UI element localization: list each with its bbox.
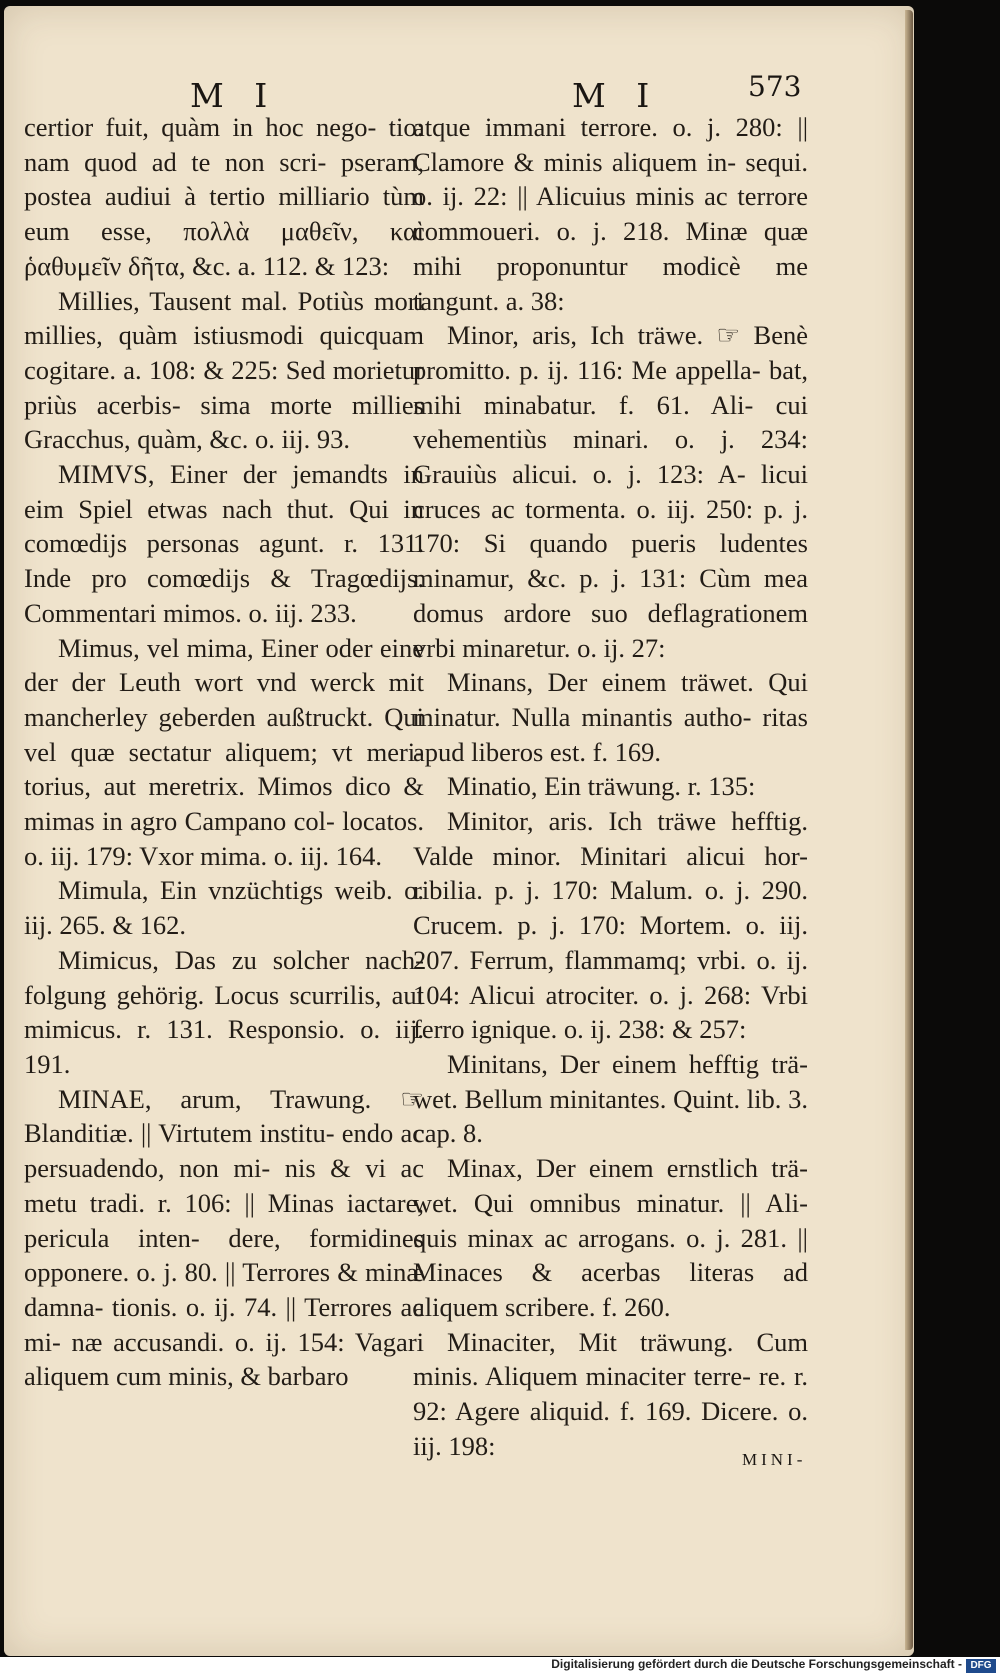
entry-minaciter: Minaciter, Mit träwung. Cum minis. Aliquem minaciter terre- re. r. 92: Agere aliquid. f. 169. Dicere. o. iij. 198:	[413, 1326, 808, 1461]
footer-bar	[0, 1657, 1000, 1676]
right-column	[413, 110, 808, 1463]
left-column	[24, 110, 424, 1394]
entry-paragraph: certior fuit, quàm in hoc nego- tio: nam quod ad te non scri- pseram, postea audiui à tertio milliario tùm eum esse, πολλὰ μαθεῖν, καὶ ῥαθυμεῖν δῆτα, &c. a. 112. & 123:	[24, 112, 424, 281]
entry-mimus: Mimus, vel mima, Einer oder eine der der Leuth wort vnd werck mit mancherley geberden außtruckt. Qui vel quæ sectatur aliquem; vt meri- torius, aut meretrix. Mimos dico & mimas in agro Campano col- locatos. o. iij. 179: Vxor mima. o. iij. 164.	[24, 632, 424, 871]
entry-minae: MINAE, arum, Trawung. ☞ Blanditiæ. || Virtutem institu- endo ac persuadendo, non mi- nis & vi ac metu tradi. r. 106: || Minas iactare, pericula inten- dere, formidines opponere. o. j. 80. || Terrores & minæ damna- tionis. o. ij. 74. || Terrores ac mi- næ accusandi. o. ij. 154: Vagari aliquem cum minis, & barbaro	[24, 1083, 424, 1392]
entry-minor: Minor, aris, Ich träwe. ☞ Benè promitto. p. ij. 116: Me appella- bat, mihi minabatur. f. 61. Ali- cui vehementiùs minari. o. j. 234: Grauiùs alicui. o. j. 123: A- licui cruces ac tormenta. o. iij. 250: p. j. 170: Si quando pueris ludentes minamur, &c. p. j. 131: Cùm mea domus ardore suo deflagrationem vrbi minaretur. o. ij. 27:	[413, 320, 808, 663]
entry-minitans: Minitans, Der einem hefftig trä- wet. Bellum minitantes. Quint. lib. 3. cap. 8.	[413, 1048, 808, 1149]
entry-mimus-heading: MIMVS, Einer der jemandts in eim Spiel etwas nach thut. Qui in comœdijs personas agunt. r. 131. Inde pro comœdijs & Tragœdijs. Commentari mimos. o. iij. 233.	[24, 459, 424, 628]
entry-minans: Minans, Der einem träwet. Qui minatur. Nulla minantis autho- ritas apud liberos est. f. 169.	[413, 667, 808, 767]
entry-continuation: atque immani terrore. o. j. 280: || Clamore & minis aliquem in- sequi. o. ij. 22: || Alicuius minis ac terrore commoueri. o. j. 218. Minæ quæ mihi proponuntur modicè me tangunt. a. 38:	[413, 112, 808, 316]
catchword: MINI-	[742, 1450, 807, 1469]
entry-minitor: Minitor, aris. Ich träwe hefftig. Valde minor. Minitari alicui hor- ribilia. p. j. 170: Malum. o. j. 290. Crucem. p. j. 170: Mortem. o. iij. 207. Ferrum, flammamq; vrbi. o. ij. 104: Alicui atrociter. o. j. 268: Vrbi ferro ignique. o. ij. 238: & 257:	[413, 806, 808, 1045]
entry-mimicus: Mimicus, Das zu solcher nach- folgung gehörig. Locus scurrilis, aut mimicus. r. 131. Responsio. o. iij. 191.	[24, 944, 424, 1079]
entry-minatio: Minatio, Ein träwung. r. 135:	[447, 771, 756, 802]
entry-mimula: Mimula, Ein vnzüchtigs weib. o. iij. 265. & 162.	[24, 875, 424, 941]
entry-millies: Millies, Tausent mal. Potiùs mori millies, quàm istiusmodi quicquam cogitare. a. 108: & 225: Sed morietur priùs acerbis- sima morte millies Gracchus, quàm, &c. o. iij. 93.	[24, 285, 424, 455]
footer-credit: Digitalisierung gefördert durch die Deutsche Forschungsgemeinschaft -	[551, 1657, 962, 1671]
page-number: 573	[748, 70, 802, 103]
dfg-logo-icon: DFG	[966, 1659, 996, 1673]
page-edge	[905, 10, 913, 1650]
entry-minax: Minax, Der einem ernstlich trä- wet. Qui omnibus minatur. || Ali- quis minax ac arrogans. o. j. 281. || Minaces & acerbas literas ad aliquem scribere. f. 260.	[413, 1153, 808, 1322]
running-head-right: M I	[572, 76, 660, 115]
running-head-left: M I	[190, 76, 278, 115]
